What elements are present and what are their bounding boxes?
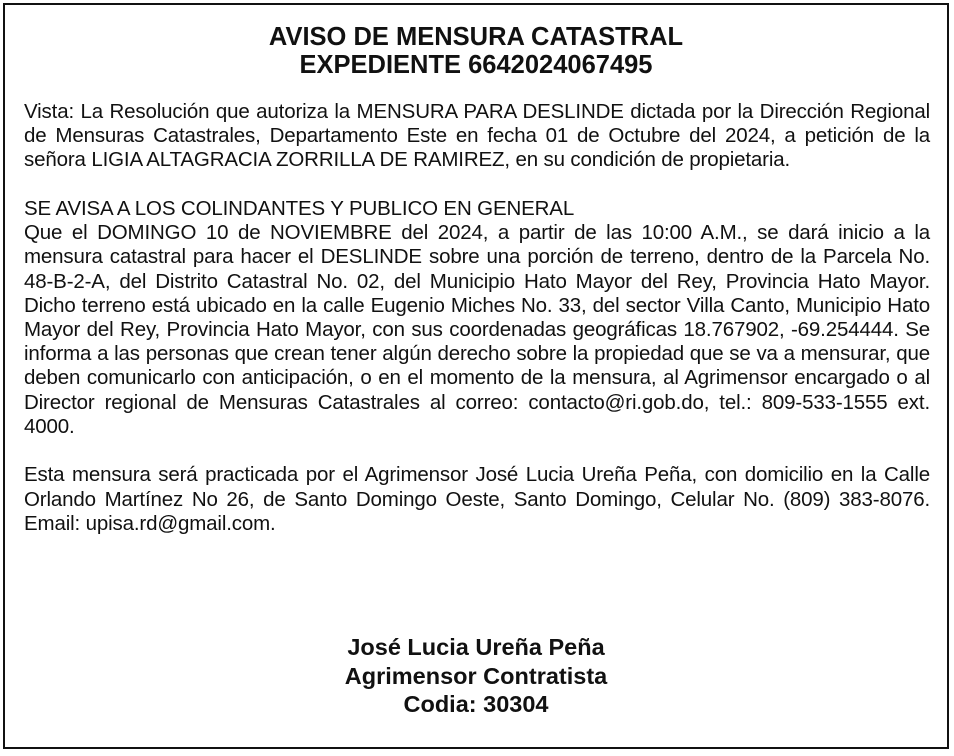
paragraph-resolution: Vista: La Resolución que autoriza la MENSURA PARA DESLINDE dictada por la Dirección Regional de Mensuras Catastrales, Departamento Este en fecha 01 de Octubre del 2024, a petición de la señora LIGIA ALTAGRACIA ZORRILLA DE RAMIREZ, en su condición de propietaria. [24,100,930,172]
title-line-1: AVISO DE MENSURA CATASTRAL [268,23,684,51]
expediente-number: EXPEDIENTE 6642024067495 [299,51,653,79]
signature-role: Agrimensor Contratista [344,662,608,689]
paragraph-surveyor: Esta mensura será practicada por el Agrimensor José Lucia Ureña Peña, con domicilio en la Calle Orlando Martínez No 26, de Santo Domingo Oeste, Santo Domingo, Celular No. (809) 383-8076. Email: upisa.rd@gmail.com. [24,463,930,535]
notice-title [5,23,947,79]
notice-body [24,100,930,536]
paragraph-details: Que el DOMINGO 10 de NOVIEMBRE del 2024, a partir de las 10:00 A.M., se dará inicio a la mensura catastral para hacer el DESLINDE sobre una porción de terreno, dentro de la Parcela No. 48-B-2-A, del Distrito Catastral No. 02, del Municipio Hato Mayor del Rey, Provincia Hato Mayor. Dicho terreno está ubicado en la calle Eugenio Miches No. 33, del sector Villa Canto, Municipio Hato Mayor del Rey, Provincia Hato Mayor, con sus coordenadas geográficas 18.767902, -69.254444. Se informa a las personas que crean tener algún derecho sobre la propiedad que se va a mensurar, que deben comunicarlo con anticipación, o en el momento de la mensura, al Agrimensor encargado o al Director regional de Mensuras Catastrales al correo: contacto@ri.gob.do, tel.: 809-533-1555 ext. 4000. [24,221,930,438]
signature-codia: Codia: 30304 [403,691,549,717]
signature-name: José Lucia Ureña Peña [347,634,605,660]
notice-heading: SE AVISA A LOS COLINDANTES Y PUBLICO EN GENERAL [24,197,575,220]
signature-block [5,633,947,719]
notice-box [3,3,949,749]
